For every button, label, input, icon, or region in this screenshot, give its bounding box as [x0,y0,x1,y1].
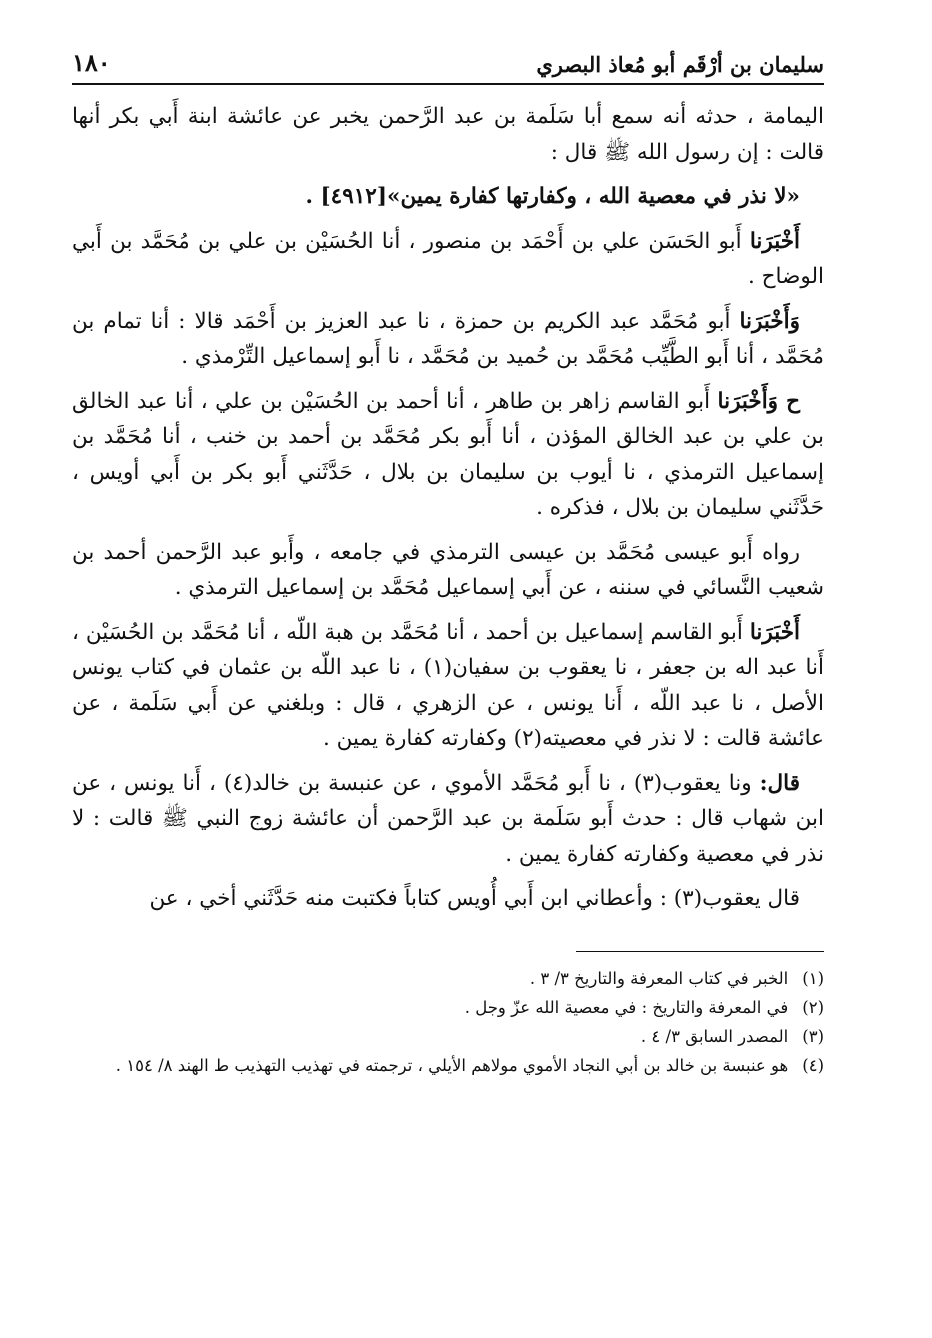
paragraph [72,535,824,606]
running-title: سليمان بن أرْقَم أبو مُعاذ البصري [536,52,824,77]
paragraph-text: ونا يعقوب(٣) ، نا أَبو مُحَمَّد الأموي ، عن عنبسة بن خالد(٤) ، أَنا يونس ، عن ابن شهاب قال : حدث أَبو سَلَمة بن عبد الرَّحمن أن عائشة زوج النبي ﷺ قالت : لا نذر في معصية وكفارته كفارة يمين . [72,770,824,867]
paragraph-lead: أَخْبَرَنا [749,619,800,645]
footnote-number: (٣) [802,1026,824,1046]
paragraph-text: أَبو القاسم إسماعيل بن أحمد ، أنا مُحَمَّد بن هبة اللّه ، أنا مُحَمَّد بن الحُسَيْن ، أَنا عبد اله بن جعفر ، نا يعقوب بن سفيان(١) ، نا عبد اللّه بن عثمان في كتاب يونس الأصل ، نا عبد اللّه ، أَنا يونس ، عن الزهري ، قال : وبلغني عن أَبي سَلَمة ، عن عائشة قالت : لا نذر في معصيته(٢) وكفارته كفارة يمين . [72,619,824,751]
paragraph-lead: ح وَأَخْبَرَنا [717,388,800,414]
paragraph-lead: وَأَخْبَرَنا [739,308,800,334]
hadith-quote [72,179,824,215]
book-page [72,48,824,1080]
paragraph-text: أَبو القاسم زاهر بن طاهر ، أنا أحمد بن الحُسَيْن بن علي ، أنا عبد الخالق بن علي بن عبد الخالق المؤذن ، أنا أَبو بكر مُحَمَّد بن أحمد بن خنب ، أنا مُحَمَّد بن إسماعيل الترمذي ، نا أيوب بن سليمان بن بلال ، حَدَّثَني أَبو بكر بن أَبي أويس ، حَدَّثَني سليمان بن بلال ، فذكره . [72,388,824,520]
paragraph-lead: أَخْبَرَنا [749,228,800,254]
main-text [72,99,824,917]
page-number: ١٨٠ [72,48,111,77]
page-header [72,48,824,85]
footnote-text: الخبر في كتاب المعرفة والتاريخ ٣/ ٣ . [529,968,789,988]
footnote [72,1051,824,1080]
paragraph-text: قال يعقوب(٣) : وأعطاني ابن أَبي أُويس كتاباً فكتبت منه حَدَّثَني أخي ، عن [149,886,800,911]
footnote [72,964,824,993]
paragraph-text: رواه أَبو عيسى مُحَمَّد بن عيسى الترمذي في جامعه ، وأَبو عبد الرَّحمن أحمد بن شعيب النَّسائي في سننه ، عن أَبي إسماعيل مُحَمَّد بن إسماعيل الترمذي . [72,539,824,600]
paragraph-lead: قال: [759,770,800,796]
paragraph [72,224,824,295]
paragraph-text: اليمامة ، حدثه أنه سمع أبا سَلَمة بن عبد الرَّحمن يخبر عن عائشة ابنة أَبي بكر أنها قالت : إن رسول الله ﷺ قال : [72,104,824,165]
paragraph [72,615,824,757]
footnote-number: (٤) [802,1055,824,1075]
footnote [72,993,824,1022]
footnotes [72,964,824,1080]
paragraph-text: أَبو مُحَمَّد عبد الكريم بن حمزة ، نا عبد العزيز بن أَحْمَد قالا : أنا تمام بن مُحَمَّد ، أنا أَبو الطَّيِّب مُحَمَّد بن حُميد بن مُحَمَّد ، نا أَبو إسماعيل التِّرْمذي . [72,308,824,369]
footnote-divider [576,951,824,952]
paragraph [72,766,824,873]
paragraph [72,881,824,917]
footnote-text: في المعرفة والتاريخ : في معصية الله عزّ وجل . [464,997,789,1017]
footnote [72,1022,824,1051]
paragraph-text: أَبو الحَسَن علي بن أَحْمَد بن منصور ، أنا الحُسَيْن بن علي بن مُحَمَّد بن أَبي الوضاح . [72,228,824,289]
paragraph [72,99,824,170]
footnote-number: (٢) [802,997,824,1017]
paragraph [72,304,824,375]
paragraph [72,384,824,526]
paragraph-text: «لا نذر في معصية الله ، وكفارتها كفارة يمين»[٤٩١٢] . [305,184,800,209]
footnote-text: هو عنبسة بن خالد بن أبي النجاد الأموي مولاهم الأيلي ، ترجمته في تهذيب التهذيب ط الهند ٨/ ١٥٤ . [115,1055,789,1075]
footnote-text: المصدر السابق ٣/ ٤ . [640,1026,789,1046]
footnote-number: (١) [802,968,824,988]
